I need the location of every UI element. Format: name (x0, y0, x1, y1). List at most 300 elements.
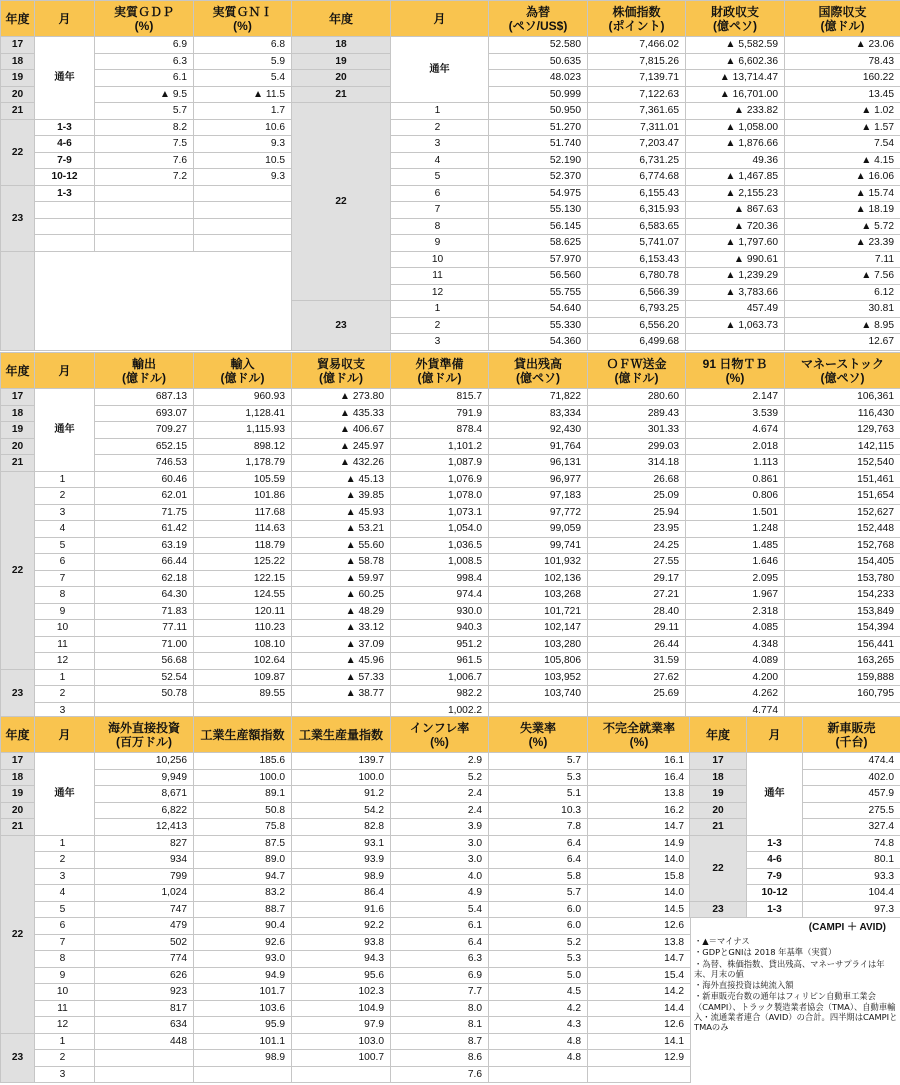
month-cell: 7 (35, 934, 95, 951)
quarter-cell: 1-3 (35, 119, 95, 136)
reserves-value: 1,036.5 (391, 537, 489, 554)
fiscal-value: ▲ 3,783.66 (686, 284, 785, 301)
year-cell: 19 (1, 786, 35, 803)
bop-value: ▲ 16.06 (785, 169, 900, 186)
underemployment-value: 14.1 (588, 1033, 691, 1050)
fdi-value (95, 1066, 194, 1083)
year-cell: 18 (1, 405, 35, 422)
money-stock-value: 129,763 (785, 422, 900, 439)
month-cell: 11 (391, 268, 489, 285)
stock-value: 5,741.07 (588, 235, 686, 252)
ind-volume-index-value: 94.3 (292, 951, 391, 968)
trade-balance-value: ▲ 39.85 (292, 488, 391, 505)
fiscal-value: ▲ 1,239.29 (686, 268, 785, 285)
fx-value: 52.580 (489, 37, 588, 54)
loans-value: 97,183 (489, 488, 588, 505)
exports-value: 62.01 (95, 488, 194, 505)
inflation-value: 7.7 (391, 984, 489, 1001)
unemployment-value: 5.8 (489, 868, 588, 885)
fdi-value: 8,671 (95, 786, 194, 803)
month-cell: 8 (35, 587, 95, 604)
table-row (1, 1066, 691, 1083)
money-stock-value: 152,540 (785, 455, 900, 472)
stock-value: 6,499.68 (588, 334, 686, 351)
underemployment-value: 16.2 (588, 802, 691, 819)
month-cell: 1 (391, 301, 489, 318)
ind-value-index-value: 101.7 (194, 984, 292, 1001)
tbill-value: 1.485 (686, 537, 785, 554)
fdi-value: 9,949 (95, 769, 194, 786)
loans-value: 102,136 (489, 570, 588, 587)
underemployment-value: 14.5 (588, 901, 691, 918)
loans-value: 103,952 (489, 669, 588, 686)
annual-label: 通年 (35, 753, 95, 836)
loans-value: 83,334 (489, 405, 588, 422)
bop-value: ▲ 23.06 (785, 37, 900, 54)
year-cell: 18 (1, 53, 35, 70)
unemployment-value: 4.3 (489, 1017, 588, 1034)
ind-volume-index-value: 93.8 (292, 934, 391, 951)
ofw-value: 299.03 (588, 438, 686, 455)
ind-value-index-value: 50.8 (194, 802, 292, 819)
fdi-value: 448 (95, 1033, 194, 1050)
fx-value: 51.740 (489, 136, 588, 153)
exports-value: 52.54 (95, 669, 194, 686)
fiscal-value: ▲ 1,467.85 (686, 169, 785, 186)
fiscal-value: ▲ 1,876.66 (686, 136, 785, 153)
gni-value: 9.3 (194, 169, 292, 186)
fiscal-value: ▲ 233.82 (686, 103, 785, 120)
reserves-value: 982.2 (391, 686, 489, 703)
notes (690, 936, 900, 1034)
col-fdi: 海外直接投資 (百万ドル) (95, 717, 194, 753)
inflation-value: 2.4 (391, 786, 489, 803)
note-item: ・▲＝マイナス (694, 936, 750, 946)
header-row (1, 353, 900, 389)
table-row (1, 1017, 691, 1034)
month-cell: 1 (35, 669, 95, 686)
note-item: ・GDPとGNIは 2018 年基準（実質） (694, 947, 837, 958)
table-row (1, 455, 900, 472)
table-row (1, 202, 900, 219)
annual-label: 通年 (35, 37, 95, 120)
month-cell: 2 (35, 488, 95, 505)
inflation-value: 2.4 (391, 802, 489, 819)
quarter-cell: 7-9 (747, 868, 803, 885)
fdi-value: 799 (95, 868, 194, 885)
fx-value: 55.330 (489, 317, 588, 334)
gdp-value: 5.7 (95, 103, 194, 120)
imports-value: 105.59 (194, 471, 292, 488)
table-row (690, 901, 900, 918)
underemployment-value: 16.1 (588, 753, 691, 770)
month-cell: 1 (35, 835, 95, 852)
gni-value: 6.8 (194, 37, 292, 54)
ofw-value: 289.43 (588, 405, 686, 422)
inflation-value: 5.4 (391, 901, 489, 918)
fx-value: 50.635 (489, 53, 588, 70)
fiscal-value: ▲ 1,797.60 (686, 235, 785, 252)
col-loans: 貸出残高 (億ペソ) (489, 353, 588, 389)
fx-value: 54.975 (489, 185, 588, 202)
month-cell: 3 (35, 504, 95, 521)
underemployment-value: 14.2 (588, 984, 691, 1001)
inflation-value: 3.0 (391, 835, 489, 852)
fx-value: 50.999 (489, 86, 588, 103)
col-month: 月 (35, 1, 95, 37)
exports-value: 709.27 (95, 422, 194, 439)
tbill-value: 3.539 (686, 405, 785, 422)
inflation-value: 8.6 (391, 1050, 489, 1067)
ofw-value: 25.09 (588, 488, 686, 505)
inflation-value: 5.2 (391, 769, 489, 786)
gni-value: 5.9 (194, 53, 292, 70)
ofw-value: 28.40 (588, 603, 686, 620)
ind-value-index-value: 89.1 (194, 786, 292, 803)
unemployment-value (489, 1066, 588, 1083)
table-row (690, 753, 900, 770)
stock-value: 6,153.43 (588, 251, 686, 268)
ofw-value: 26.68 (588, 471, 686, 488)
tbill-value: 1.967 (686, 587, 785, 604)
quarter-cell: 10-12 (35, 169, 95, 186)
year-cell: 23 (1, 1033, 35, 1083)
money-stock-value: 154,394 (785, 620, 900, 637)
col-ofw: ＯＦＷ送金 (億ドル) (588, 353, 686, 389)
table-row (1, 686, 900, 703)
table-row (1, 753, 691, 770)
inflation-value: 3.0 (391, 852, 489, 869)
table-row (1, 103, 900, 120)
car-sales-value: 457.9 (803, 786, 900, 803)
reserves-value: 961.5 (391, 653, 489, 670)
gdp-value: 6.9 (95, 37, 194, 54)
bop-value: 160.22 (785, 70, 900, 87)
month-cell: 10 (35, 984, 95, 1001)
trade-balance-value: ▲ 245.97 (292, 438, 391, 455)
exports-value: 62.18 (95, 570, 194, 587)
tbill-value: 4.085 (686, 620, 785, 637)
tbill-value: 4.674 (686, 422, 785, 439)
ind-volume-index-value: 86.4 (292, 885, 391, 902)
note-item: ・為替、株価指数、貸出残高、マネーサプライは年末、月末の値 (694, 958, 885, 979)
gdp-value: ▲ 9.5 (95, 86, 194, 103)
money-stock-value: 151,461 (785, 471, 900, 488)
ind-volume-index-value: 104.9 (292, 1000, 391, 1017)
tbill-value: 4.262 (686, 686, 785, 703)
table-row (1, 802, 691, 819)
year-cell: 22 (1, 119, 35, 185)
car-sales-value: 104.4 (803, 885, 900, 902)
ofw-value: 25.69 (588, 686, 686, 703)
gni-value: 5.4 (194, 70, 292, 87)
month-cell: 3 (35, 868, 95, 885)
col-imports: 輸入 (億ドル) (194, 353, 292, 389)
month-cell: 2 (391, 119, 489, 136)
imports-value: 960.93 (194, 389, 292, 406)
month-cell: 3 (35, 702, 95, 719)
unemployment-value: 7.8 (489, 819, 588, 836)
year-cell: 21 (1, 819, 35, 836)
month-cell: 3 (391, 136, 489, 153)
col-exports: 輸出 (億ドル) (95, 353, 194, 389)
table-row (1, 438, 900, 455)
annual-label: 通年 (35, 389, 95, 472)
reserves-value: 974.4 (391, 587, 489, 604)
month-cell: 4 (35, 885, 95, 902)
ofw-value: 301.33 (588, 422, 686, 439)
underemployment-value: 12.9 (588, 1050, 691, 1067)
imports-value: 110.23 (194, 620, 292, 637)
car-sales-source: (CAMPI ＋ AVID) (808, 922, 886, 933)
money-stock-value: 153,849 (785, 603, 900, 620)
table-trade-money (0, 352, 900, 719)
year-cell: 19 (690, 786, 747, 803)
fx-value: 54.360 (489, 334, 588, 351)
money-stock-value: 154,405 (785, 554, 900, 571)
table-row (1, 669, 900, 686)
reserves-value: 930.0 (391, 603, 489, 620)
year-cell: 23 (690, 901, 747, 918)
col-month-2: 月 (391, 1, 489, 37)
trade-balance-value: ▲ 45.13 (292, 471, 391, 488)
inflation-value: 3.9 (391, 819, 489, 836)
loans-value: 96,977 (489, 471, 588, 488)
quarter-cell: 1-3 (35, 185, 95, 202)
table-row (1, 819, 691, 836)
table-row (1, 984, 691, 1001)
inflation-value: 8.1 (391, 1017, 489, 1034)
fiscal-value: ▲ 2,155.23 (686, 185, 785, 202)
reserves-value: 951.2 (391, 636, 489, 653)
col-unemployment: 失業率 (%) (489, 717, 588, 753)
col-month: 月 (35, 353, 95, 389)
trade-balance-value: ▲ 58.78 (292, 554, 391, 571)
imports-value: 89.55 (194, 686, 292, 703)
fiscal-value: ▲ 13,714.47 (686, 70, 785, 87)
month-cell: 9 (35, 603, 95, 620)
table-row (1, 587, 900, 604)
col-ind-volume-index: 工業生産量指数 (292, 717, 391, 753)
quarter-cell: 10-12 (747, 885, 803, 902)
col-car-sales: 新車販売 (千台) (803, 717, 900, 753)
table-car-sales (689, 716, 900, 918)
underemployment-value: 15.8 (588, 868, 691, 885)
note-item: ・海外直接投資は純流入額 (694, 980, 794, 991)
table-row (1, 653, 900, 670)
col-month: 月 (35, 717, 95, 753)
loans-value: 99,059 (489, 521, 588, 538)
quarter-cell: 4-6 (747, 852, 803, 869)
reserves-value: 1,002.2 (391, 702, 489, 719)
money-stock-value: 106,361 (785, 389, 900, 406)
ind-volume-index-value: 91.2 (292, 786, 391, 803)
quarter-cell: 7-9 (35, 152, 95, 169)
year-cell: 19 (292, 53, 391, 70)
exports-value: 687.13 (95, 389, 194, 406)
tbill-value: 4.348 (686, 636, 785, 653)
month-cell: 1 (35, 471, 95, 488)
reserves-value: 1,101.2 (391, 438, 489, 455)
loans-value: 71,822 (489, 389, 588, 406)
imports-value: 122.15 (194, 570, 292, 587)
year-cell: 18 (690, 769, 747, 786)
col-tbill: 91 日物ＴＢ (%) (686, 353, 785, 389)
fdi-value: 774 (95, 951, 194, 968)
year-cell: 17 (1, 753, 35, 770)
table-row (1, 901, 691, 918)
year-cell: 20 (1, 438, 35, 455)
inflation-value: 2.9 (391, 753, 489, 770)
money-stock-value: 153,780 (785, 570, 900, 587)
year-cell: 19 (1, 70, 35, 87)
table-row (1, 554, 900, 571)
ind-value-index-value (194, 1066, 292, 1083)
year-cell: 22 (1, 835, 35, 1033)
bop-value: ▲ 23.39 (785, 235, 900, 252)
underemployment-value: 14.7 (588, 819, 691, 836)
unemployment-value: 5.3 (489, 769, 588, 786)
fiscal-value: 457.49 (686, 301, 785, 318)
ofw-value: 314.18 (588, 455, 686, 472)
fx-value: 55.755 (489, 284, 588, 301)
year-cell: 20 (1, 802, 35, 819)
quarter-cell: 4-6 (35, 136, 95, 153)
ind-volume-index-value: 93.9 (292, 852, 391, 869)
year-cell: 22 (1, 471, 35, 669)
table-row (1, 251, 900, 268)
tbill-value: 0.806 (686, 488, 785, 505)
car-sales-value: 97.3 (803, 901, 900, 918)
unemployment-value: 4.8 (489, 1050, 588, 1067)
loans-value: 101,932 (489, 554, 588, 571)
stock-value: 7,203.47 (588, 136, 686, 153)
month-cell: 10 (35, 620, 95, 637)
money-stock-value: 160,795 (785, 686, 900, 703)
tbill-value: 2.318 (686, 603, 785, 620)
table-row (1, 570, 900, 587)
inflation-value: 6.3 (391, 951, 489, 968)
col-inflation: インフレ率 (%) (391, 717, 489, 753)
ind-volume-index-value: 139.7 (292, 753, 391, 770)
inflation-value: 8.0 (391, 1000, 489, 1017)
month-cell: 4 (391, 152, 489, 169)
stock-value: 6,731.25 (588, 152, 686, 169)
ind-volume-index-value: 98.9 (292, 868, 391, 885)
fdi-value: 502 (95, 934, 194, 951)
fdi-value: 634 (95, 1017, 194, 1034)
reserves-value: 791.9 (391, 405, 489, 422)
month-cell: 6 (35, 918, 95, 935)
unemployment-value: 10.3 (489, 802, 588, 819)
unemployment-value: 5.7 (489, 753, 588, 770)
col-gdp: 実質ＧＤＰ (%) (95, 1, 194, 37)
tbill-value: 1.501 (686, 504, 785, 521)
unemployment-value: 5.7 (489, 885, 588, 902)
gdp-value: 6.1 (95, 70, 194, 87)
underemployment-value: 14.7 (588, 951, 691, 968)
ofw-value: 23.95 (588, 521, 686, 538)
col-fx: 為替 (ペソ/US$) (489, 1, 588, 37)
year-cell: 21 (1, 103, 35, 120)
tbill-value: 2.018 (686, 438, 785, 455)
month-cell: 6 (391, 185, 489, 202)
year-cell: 18 (1, 769, 35, 786)
fx-value: 56.145 (489, 218, 588, 235)
trade-balance-value: ▲ 38.77 (292, 686, 391, 703)
loans-value: 99,741 (489, 537, 588, 554)
unemployment-value: 4.2 (489, 1000, 588, 1017)
fdi-value: 1,024 (95, 885, 194, 902)
table-row (1, 471, 900, 488)
year-cell: 20 (1, 86, 35, 103)
table-row (1, 169, 900, 186)
bop-value: ▲ 5.72 (785, 218, 900, 235)
fx-value: 55.130 (489, 202, 588, 219)
reserves-value: 1,008.5 (391, 554, 489, 571)
table-row (1, 504, 900, 521)
imports-value: 1,178.79 (194, 455, 292, 472)
table-row (1, 136, 900, 153)
exports-value: 652.15 (95, 438, 194, 455)
ind-volume-index-value: 103.0 (292, 1033, 391, 1050)
fiscal-value: ▲ 990.61 (686, 251, 785, 268)
table-row (1, 868, 691, 885)
trade-balance-value: ▲ 37.09 (292, 636, 391, 653)
car-sales-value: 80.1 (803, 852, 900, 869)
tbill-value: 1.248 (686, 521, 785, 538)
fdi-value: 934 (95, 852, 194, 869)
month-cell: 11 (35, 636, 95, 653)
inflation-value: 4.0 (391, 868, 489, 885)
imports-value: 109.87 (194, 669, 292, 686)
exports-value: 61.42 (95, 521, 194, 538)
trade-balance-value: ▲ 273.80 (292, 389, 391, 406)
year-cell: 22 (690, 835, 747, 901)
unemployment-value: 5.1 (489, 786, 588, 803)
unemployment-value: 6.4 (489, 835, 588, 852)
ind-volume-index-value: 97.9 (292, 1017, 391, 1034)
month-cell: 12 (391, 284, 489, 301)
col-underemployment: 不完全就業率 (%) (588, 717, 691, 753)
table-row (1, 636, 900, 653)
col-ind-value-index: 工業生産額指数 (194, 717, 292, 753)
year-cell: 17 (1, 37, 35, 54)
fdi-value: 827 (95, 835, 194, 852)
exports-value: 66.44 (95, 554, 194, 571)
month-cell: 8 (391, 218, 489, 235)
table-row (1, 37, 900, 54)
bop-value: ▲ 1.02 (785, 103, 900, 120)
underemployment-value (588, 1066, 691, 1083)
year-cell: 21 (292, 86, 391, 103)
inflation-value: 8.7 (391, 1033, 489, 1050)
ofw-value: 27.21 (588, 587, 686, 604)
year-cell: 17 (690, 753, 747, 770)
month-cell: 9 (35, 967, 95, 984)
table-gdp-finance (0, 0, 900, 351)
reserves-value: 815.7 (391, 389, 489, 406)
bop-value: ▲ 7.56 (785, 268, 900, 285)
table-row (1, 152, 900, 169)
month-cell: 2 (35, 1050, 95, 1067)
trade-balance-value: ▲ 57.33 (292, 669, 391, 686)
fx-value: 57.970 (489, 251, 588, 268)
table-row (1, 769, 691, 786)
ind-value-index-value: 103.6 (194, 1000, 292, 1017)
bop-value: 6.12 (785, 284, 900, 301)
ind-value-index-value: 94.7 (194, 868, 292, 885)
